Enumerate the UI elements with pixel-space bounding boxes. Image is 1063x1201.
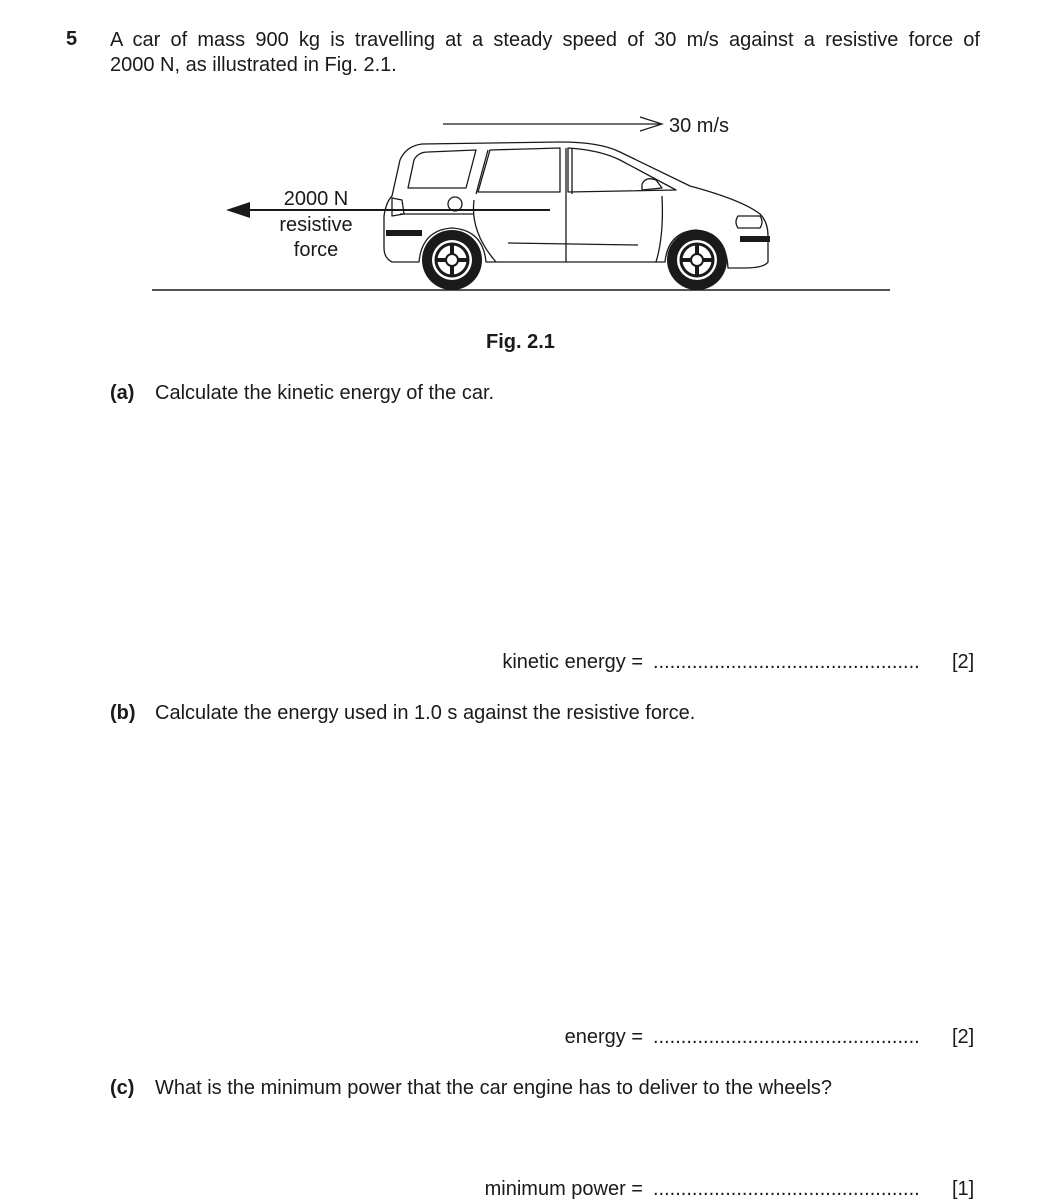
- question-number: 5: [66, 28, 78, 50]
- velocity-arrow: [443, 117, 662, 131]
- part-a-marks: [2]: [952, 651, 975, 673]
- part-a-answer-line[interactable]: ................................................: [653, 651, 920, 673]
- rear-wheel: [422, 230, 482, 290]
- part-c-question: What is the minimum power that the car engine has to deliver to the wheels?: [155, 1077, 833, 1099]
- part-a-label: (a): [110, 382, 135, 404]
- part-a-question: Calculate the kinetic energy of the car.: [155, 382, 495, 404]
- stem-line-2: 2000 N, as illustrated in Fig. 2.1.: [110, 54, 397, 76]
- part-c-answer-line[interactable]: ................................................: [653, 1178, 920, 1200]
- force-label-value: 2000 N: [283, 188, 349, 210]
- car-diagram: [0, 0, 1063, 310]
- part-a-answer-label: kinetic energy =: [502, 651, 643, 673]
- part-b-answer-label: energy =: [564, 1026, 643, 1048]
- part-c-answer-label: minimum power =: [484, 1178, 643, 1200]
- front-bumper: [740, 236, 770, 242]
- stem-line-1: A car of mass 900 kg is travelling at a steady speed of 30 m/s against a resistive force of: [110, 29, 980, 51]
- force-label-resistive: resistive: [279, 214, 353, 236]
- speed-label: 30 m/s: [669, 115, 730, 137]
- force-label-force: force: [293, 239, 339, 261]
- part-b-label: (b): [110, 702, 136, 724]
- part-b-answer-line[interactable]: ................................................: [653, 1026, 920, 1048]
- front-wheel: [667, 230, 727, 290]
- figure-caption: Fig. 2.1: [486, 331, 555, 353]
- part-c-marks: [1]: [952, 1178, 975, 1200]
- resistive-force-arrow: [226, 202, 550, 218]
- part-b-marks: [2]: [952, 1026, 975, 1048]
- part-c-label: (c): [110, 1077, 135, 1099]
- part-b-question: Calculate the energy used in 1.0 s against the resistive force.: [155, 702, 696, 724]
- rear-bumper: [386, 230, 422, 236]
